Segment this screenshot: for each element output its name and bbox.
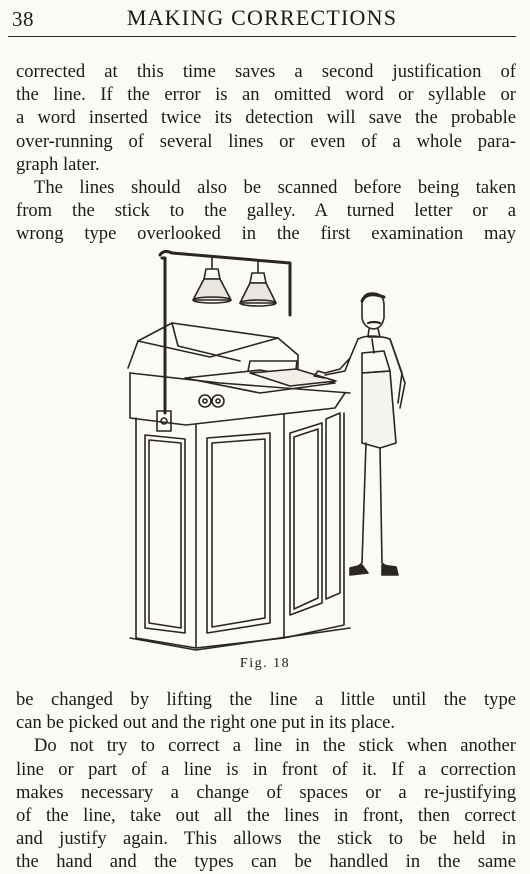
- text-line: The lines should also be scanned before being taken: [34, 177, 516, 199]
- figure-illustration: [100, 243, 430, 655]
- running-title: MAKING CORRECTIONS: [126, 5, 398, 30]
- text-line: the line. If the error is an omitted word or syllable or: [16, 84, 516, 106]
- figure-caption: Fig. 18: [239, 656, 291, 671]
- text-line: the hand and the types can be handled in the same: [16, 851, 516, 873]
- text-line: makes necessary a change of spaces or a re-justifying: [16, 781, 516, 803]
- header-rule: [8, 36, 516, 37]
- paragraph-block-bottom: [16, 688, 516, 874]
- paragraph-block-top: [16, 60, 516, 246]
- text-line: wrong type overlooked in the first examination may: [16, 223, 516, 245]
- text-line: from the stick to the galley. A turned letter or a: [16, 200, 516, 222]
- text-line: can be picked out and the right one put in its place.: [16, 712, 395, 734]
- text-line: line or part of a line is in front of it. If a correction: [16, 758, 516, 780]
- text-line: and justify again. This allows the stick to be held in: [16, 828, 516, 850]
- text-line: be changed by lifting the line a little until the type: [16, 689, 516, 710]
- text-line: over-running of several lines or even of a whole para-: [16, 130, 516, 152]
- text-line: Do not try to correct a line in the stick when another: [34, 735, 516, 757]
- text-line: graph later.: [16, 153, 100, 175]
- page-number: 38: [12, 7, 34, 31]
- text-line: a word inserted twice its detection will save the probable: [16, 107, 516, 129]
- text-line: corrected at this time saves a second justification of: [16, 61, 516, 82]
- text-line: of the line, take out all the lines in front, then correct: [16, 805, 516, 827]
- running-head: [8, 4, 516, 34]
